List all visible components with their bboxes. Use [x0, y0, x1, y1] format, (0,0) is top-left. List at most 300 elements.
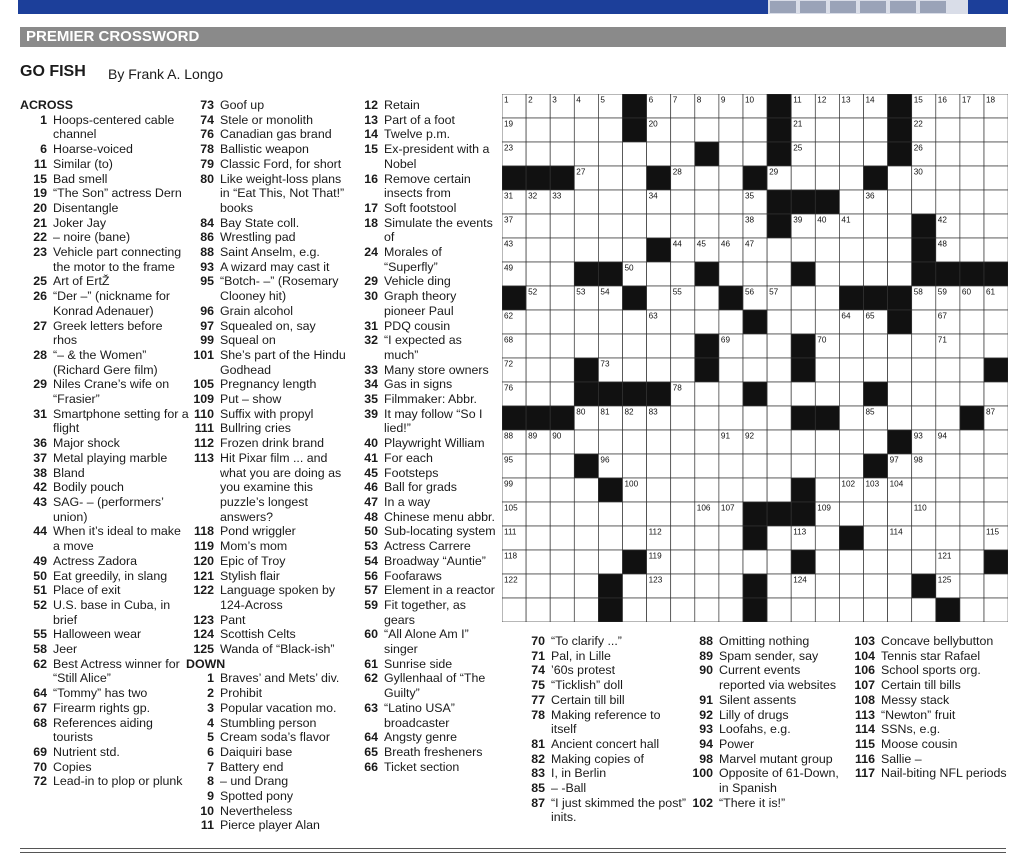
grid-cell[interactable]: [815, 358, 839, 382]
grid-cell[interactable]: [647, 334, 671, 358]
grid-cell[interactable]: [984, 214, 1008, 238]
grid-cell[interactable]: [719, 574, 743, 598]
grid-cell[interactable]: [647, 286, 671, 310]
grid-cell[interactable]: [623, 334, 647, 358]
grid-cell[interactable]: [864, 238, 888, 262]
grid-cell[interactable]: [623, 526, 647, 550]
grid-cell[interactable]: [864, 574, 888, 598]
grid-cell[interactable]: [598, 142, 622, 166]
grid-cell[interactable]: [960, 190, 984, 214]
grid-cell[interactable]: [960, 118, 984, 142]
grid-cell[interactable]: [719, 214, 743, 238]
grid-cell[interactable]: [550, 574, 574, 598]
grid-cell[interactable]: [791, 430, 815, 454]
grid-cell[interactable]: [839, 382, 863, 406]
grid-cell[interactable]: [671, 262, 695, 286]
grid-cell[interactable]: [671, 358, 695, 382]
grid-cell[interactable]: [671, 142, 695, 166]
grid-cell[interactable]: [815, 118, 839, 142]
grid-cell[interactable]: [864, 142, 888, 166]
grid-cell[interactable]: [864, 598, 888, 622]
grid-cell[interactable]: [574, 574, 598, 598]
grid-cell[interactable]: [815, 430, 839, 454]
grid-cell[interactable]: [767, 526, 791, 550]
grid-cell[interactable]: [671, 118, 695, 142]
grid-cell[interactable]: [767, 262, 791, 286]
clue: [518, 693, 688, 708]
grid-cell[interactable]: [743, 550, 767, 574]
grid-cell[interactable]: [574, 118, 598, 142]
grid-cell[interactable]: [888, 502, 912, 526]
grid-cell[interactable]: [791, 238, 815, 262]
grid-cell[interactable]: [550, 502, 574, 526]
grid-cell[interactable]: [526, 358, 550, 382]
grid-cell[interactable]: [888, 550, 912, 574]
grid-block: [791, 190, 815, 214]
grid-cell[interactable]: [912, 382, 936, 406]
grid-cell[interactable]: [598, 166, 622, 190]
grid-cell[interactable]: [671, 190, 695, 214]
grid-cell[interactable]: [960, 214, 984, 238]
grid-cell[interactable]: [695, 118, 719, 142]
grid-cell[interactable]: [936, 142, 960, 166]
grid-cell[interactable]: [936, 526, 960, 550]
grid-cell[interactable]: [960, 574, 984, 598]
grid-cell[interactable]: [888, 574, 912, 598]
grid-cell[interactable]: [888, 358, 912, 382]
grid-cell[interactable]: [719, 550, 743, 574]
grid-cell[interactable]: [888, 598, 912, 622]
grid-cell[interactable]: [526, 310, 550, 334]
grid-cell[interactable]: [526, 502, 550, 526]
grid-block: [864, 286, 888, 310]
grid-cell[interactable]: [550, 382, 574, 406]
grid-cell[interactable]: [839, 598, 863, 622]
grid-cell[interactable]: [864, 550, 888, 574]
grid-cell[interactable]: [984, 310, 1008, 334]
grid-cell[interactable]: [984, 382, 1008, 406]
grid-cell[interactable]: [984, 478, 1008, 502]
grid-cell[interactable]: [671, 598, 695, 622]
grid-cell[interactable]: [695, 190, 719, 214]
grid-cell[interactable]: [719, 598, 743, 622]
grid-cell[interactable]: [791, 454, 815, 478]
grid-cell[interactable]: [719, 526, 743, 550]
grid-cell[interactable]: [839, 142, 863, 166]
grid-cell[interactable]: [888, 166, 912, 190]
grid-cell[interactable]: [815, 142, 839, 166]
grid-cell[interactable]: [815, 526, 839, 550]
grid-cell[interactable]: [960, 310, 984, 334]
grid-cell[interactable]: [623, 454, 647, 478]
grid-cell[interactable]: [574, 238, 598, 262]
grid-cell[interactable]: [695, 406, 719, 430]
cell-number: 63: [648, 311, 658, 321]
grid-cell[interactable]: [960, 166, 984, 190]
grid-cell[interactable]: [791, 286, 815, 310]
grid-cell[interactable]: [574, 598, 598, 622]
grid-cell[interactable]: [574, 142, 598, 166]
clue-number: 91: [699, 692, 713, 707]
grid-cell[interactable]: [526, 478, 550, 502]
grid-cell[interactable]: [888, 334, 912, 358]
grid-cell[interactable]: [864, 118, 888, 142]
grid-cell[interactable]: [888, 238, 912, 262]
grid-cell[interactable]: [984, 502, 1008, 526]
grid-cell[interactable]: [550, 334, 574, 358]
grid-cell[interactable]: [550, 454, 574, 478]
grid-cell[interactable]: [936, 166, 960, 190]
grid-cell[interactable]: [984, 142, 1008, 166]
grid-cell[interactable]: [864, 502, 888, 526]
grid-cell[interactable]: [936, 118, 960, 142]
grid-cell[interactable]: [984, 598, 1008, 622]
grid-cell[interactable]: [839, 502, 863, 526]
grid-cell[interactable]: [526, 238, 550, 262]
clue-number: 106: [854, 663, 875, 678]
grid-cell[interactable]: [550, 142, 574, 166]
grid-cell[interactable]: [839, 190, 863, 214]
grid-cell[interactable]: [984, 238, 1008, 262]
clue: [356, 745, 498, 760]
grid-cell[interactable]: [960, 334, 984, 358]
clue-number: 55: [33, 627, 47, 642]
grid-cell[interactable]: [647, 358, 671, 382]
grid-cell[interactable]: [598, 190, 622, 214]
grid-cell[interactable]: [526, 550, 550, 574]
grid-cell[interactable]: [743, 142, 767, 166]
grid-cell[interactable]: [671, 334, 695, 358]
grid-cell[interactable]: [598, 502, 622, 526]
grid-cell[interactable]: [623, 502, 647, 526]
grid-cell[interactable]: [743, 454, 767, 478]
grid-cell[interactable]: [791, 598, 815, 622]
grid-cell[interactable]: [791, 382, 815, 406]
grid-cell[interactable]: [864, 358, 888, 382]
grid-cell[interactable]: [574, 310, 598, 334]
grid-cell[interactable]: [936, 454, 960, 478]
grid-cell[interactable]: [815, 310, 839, 334]
grid-cell[interactable]: [574, 214, 598, 238]
grid-cell[interactable]: [960, 382, 984, 406]
cell-number: 49: [504, 263, 514, 273]
grid-cell[interactable]: [743, 478, 767, 502]
grid-cell[interactable]: [671, 406, 695, 430]
grid-cell[interactable]: [791, 310, 815, 334]
grid-cell[interactable]: [695, 574, 719, 598]
grid-cell[interactable]: [767, 478, 791, 502]
grid-cell[interactable]: [960, 430, 984, 454]
grid-cell[interactable]: [839, 262, 863, 286]
grid-cell[interactable]: [936, 478, 960, 502]
grid-cell[interactable]: [839, 574, 863, 598]
grid-cell[interactable]: [888, 406, 912, 430]
grid-cell[interactable]: [719, 262, 743, 286]
grid-cell[interactable]: [743, 262, 767, 286]
grid-cell[interactable]: [815, 478, 839, 502]
grid-cell[interactable]: [815, 598, 839, 622]
grid-cell[interactable]: [598, 430, 622, 454]
grid-cell[interactable]: [671, 430, 695, 454]
grid-cell[interactable]: [526, 382, 550, 406]
grid-cell[interactable]: [526, 574, 550, 598]
grid-cell[interactable]: [671, 550, 695, 574]
grid-cell[interactable]: [526, 454, 550, 478]
grid-cell[interactable]: [574, 190, 598, 214]
grid-cell[interactable]: [526, 526, 550, 550]
cell-number: 20: [648, 119, 658, 129]
grid-cell[interactable]: [912, 334, 936, 358]
clue-number: 58: [33, 642, 47, 657]
grid-cell[interactable]: [767, 334, 791, 358]
grid-cell[interactable]: [647, 598, 671, 622]
grid-cell[interactable]: [598, 310, 622, 334]
grid-cell[interactable]: [839, 406, 863, 430]
grid-cell[interactable]: [767, 454, 791, 478]
grid-cell[interactable]: [695, 526, 719, 550]
grid-cell[interactable]: [960, 526, 984, 550]
grid-cell[interactable]: [719, 478, 743, 502]
grid-cell[interactable]: [936, 406, 960, 430]
grid-cell[interactable]: [598, 334, 622, 358]
grid-cell[interactable]: [936, 382, 960, 406]
grid-cell[interactable]: [815, 166, 839, 190]
grid-cell[interactable]: [671, 526, 695, 550]
clue-number: 32: [364, 333, 378, 348]
grid-cell[interactable]: [839, 238, 863, 262]
grid-cell[interactable]: [839, 166, 863, 190]
grid-cell[interactable]: [502, 598, 526, 622]
grid-cell[interactable]: [984, 190, 1008, 214]
grid-cell[interactable]: [574, 526, 598, 550]
grid-cell[interactable]: [647, 214, 671, 238]
grid-cell[interactable]: [598, 526, 622, 550]
crossword-grid[interactable]: [502, 94, 1008, 622]
grid-cell[interactable]: [550, 118, 574, 142]
grid-cell[interactable]: [912, 526, 936, 550]
grid-cell[interactable]: [815, 238, 839, 262]
grid-cell[interactable]: [550, 478, 574, 502]
grid-cell[interactable]: [647, 430, 671, 454]
grid-cell[interactable]: [695, 310, 719, 334]
grid-cell[interactable]: [695, 382, 719, 406]
grid-cell[interactable]: [719, 454, 743, 478]
grid-block: [767, 142, 791, 166]
grid-cell[interactable]: [550, 526, 574, 550]
clue: [356, 245, 498, 274]
grid-cell[interactable]: [912, 310, 936, 334]
grid-cell[interactable]: [623, 574, 647, 598]
grid-cell[interactable]: [960, 358, 984, 382]
grid-cell[interactable]: [526, 214, 550, 238]
grid-cell[interactable]: [695, 478, 719, 502]
grid-cell[interactable]: [960, 502, 984, 526]
grid-cell[interactable]: [550, 550, 574, 574]
grid-cell[interactable]: [839, 430, 863, 454]
grid-cell[interactable]: [767, 430, 791, 454]
grid-cell[interactable]: [598, 118, 622, 142]
grid-cell[interactable]: [647, 454, 671, 478]
grid-cell[interactable]: [767, 310, 791, 334]
grid-cell[interactable]: [574, 550, 598, 574]
grid-cell[interactable]: [695, 550, 719, 574]
grid-cell[interactable]: [671, 502, 695, 526]
grid-cell[interactable]: [695, 430, 719, 454]
grid-cell[interactable]: [695, 214, 719, 238]
grid-cell[interactable]: [550, 310, 574, 334]
grid-cell[interactable]: [526, 598, 550, 622]
grid-cell[interactable]: [574, 502, 598, 526]
grid-cell[interactable]: [864, 262, 888, 286]
grid-cell[interactable]: [984, 334, 1008, 358]
grid-cell[interactable]: [623, 598, 647, 622]
grid-cell[interactable]: [767, 406, 791, 430]
grid-cell[interactable]: [936, 190, 960, 214]
cell-number: 35: [745, 191, 755, 201]
grid-cell[interactable]: [888, 382, 912, 406]
grid-cell[interactable]: [767, 550, 791, 574]
grid-cell[interactable]: [719, 310, 743, 334]
grid-block: [647, 238, 671, 262]
grid-cell[interactable]: [695, 166, 719, 190]
grid-cell[interactable]: [647, 262, 671, 286]
grid-cell[interactable]: [671, 310, 695, 334]
grid-cell[interactable]: [984, 430, 1008, 454]
clue-number: 23: [33, 245, 47, 260]
grid-cell[interactable]: [960, 550, 984, 574]
grid-cell[interactable]: [550, 358, 574, 382]
grid-cell[interactable]: [671, 214, 695, 238]
grid-cell[interactable]: [719, 118, 743, 142]
grid-cell[interactable]: [719, 166, 743, 190]
grid-cell[interactable]: [743, 406, 767, 430]
grid-cell[interactable]: [912, 190, 936, 214]
grid-cell[interactable]: [743, 118, 767, 142]
grid-cell[interactable]: [623, 358, 647, 382]
grid-cell[interactable]: [623, 214, 647, 238]
grid-cell[interactable]: [839, 334, 863, 358]
grid-cell[interactable]: [984, 118, 1008, 142]
grid-cell[interactable]: [767, 574, 791, 598]
grid-cell[interactable]: [839, 454, 863, 478]
grid-cell[interactable]: [719, 358, 743, 382]
grid-cell[interactable]: [647, 502, 671, 526]
grid-cell[interactable]: [550, 286, 574, 310]
grid-cell[interactable]: [623, 166, 647, 190]
grid-cell[interactable]: [743, 358, 767, 382]
clue-text: It may follow “So I lied!”: [384, 406, 483, 436]
grid-cell[interactable]: [815, 382, 839, 406]
grid-cell[interactable]: [839, 550, 863, 574]
grid-cell[interactable]: [550, 598, 574, 622]
grid-cell[interactable]: [526, 334, 550, 358]
grid-cell[interactable]: [743, 334, 767, 358]
grid-cell[interactable]: [623, 430, 647, 454]
grid-cell[interactable]: [695, 454, 719, 478]
grid-cell[interactable]: [864, 430, 888, 454]
grid-cell[interactable]: [960, 454, 984, 478]
clue-number: 73: [200, 98, 214, 112]
grid-cell[interactable]: [912, 358, 936, 382]
grid-cell[interactable]: [671, 574, 695, 598]
grid-cell[interactable]: [984, 454, 1008, 478]
grid-cell[interactable]: [984, 574, 1008, 598]
grid-cell[interactable]: [526, 142, 550, 166]
grid-cell[interactable]: [912, 478, 936, 502]
grid-cell[interactable]: [888, 262, 912, 286]
grid-cell[interactable]: [695, 286, 719, 310]
grid-cell[interactable]: [864, 334, 888, 358]
grid-cell[interactable]: [623, 142, 647, 166]
clue-text: Similar (to): [53, 156, 113, 171]
grid-cell[interactable]: [671, 454, 695, 478]
grid-cell[interactable]: [671, 478, 695, 502]
grid-cell[interactable]: [767, 238, 791, 262]
clue: [845, 634, 1010, 649]
grid-cell[interactable]: [574, 430, 598, 454]
grid-cell[interactable]: [623, 310, 647, 334]
grid-cell[interactable]: [960, 142, 984, 166]
grid-cell[interactable]: [912, 406, 936, 430]
grid-cell[interactable]: [791, 166, 815, 190]
grid-cell[interactable]: [767, 358, 791, 382]
grid-cell[interactable]: [960, 478, 984, 502]
grid-cell[interactable]: [936, 502, 960, 526]
grid-cell[interactable]: [598, 550, 622, 574]
grid-cell[interactable]: [719, 406, 743, 430]
grid-cell[interactable]: [888, 190, 912, 214]
grid-cell[interactable]: [719, 382, 743, 406]
grid-cell[interactable]: [719, 142, 743, 166]
grid-cell[interactable]: [815, 574, 839, 598]
grid-cell[interactable]: [647, 142, 671, 166]
grid-cell[interactable]: [960, 598, 984, 622]
grid-cell[interactable]: [767, 598, 791, 622]
grid-cell[interactable]: [598, 214, 622, 238]
grid-cell[interactable]: [839, 118, 863, 142]
grid-cell[interactable]: [647, 478, 671, 502]
grid-cell[interactable]: [864, 526, 888, 550]
grid-cell[interactable]: [984, 166, 1008, 190]
grid-cell[interactable]: [695, 598, 719, 622]
grid-cell[interactable]: [912, 550, 936, 574]
grid-cell[interactable]: [815, 262, 839, 286]
clue: [20, 627, 190, 642]
grid-cell[interactable]: [574, 334, 598, 358]
grid-cell[interactable]: [623, 190, 647, 214]
grid-cell[interactable]: [839, 358, 863, 382]
grid-cell[interactable]: [574, 478, 598, 502]
grid-cell[interactable]: [623, 238, 647, 262]
grid-cell[interactable]: [936, 358, 960, 382]
grid-cell[interactable]: [815, 286, 839, 310]
grid-cell[interactable]: [815, 454, 839, 478]
grid-cell[interactable]: [960, 238, 984, 262]
grid-cell[interactable]: [550, 214, 574, 238]
grid-cell[interactable]: [888, 214, 912, 238]
grid-cell[interactable]: [719, 190, 743, 214]
grid-cell[interactable]: [864, 214, 888, 238]
grid-cell[interactable]: [767, 382, 791, 406]
grid-cell[interactable]: [550, 262, 574, 286]
grid-cell[interactable]: [526, 118, 550, 142]
grid-cell[interactable]: [598, 238, 622, 262]
grid-cell[interactable]: [526, 262, 550, 286]
grid-cell[interactable]: [912, 598, 936, 622]
cell-number: 17: [961, 95, 972, 105]
grid-cell[interactable]: [550, 238, 574, 262]
grid-cell[interactable]: [815, 550, 839, 574]
